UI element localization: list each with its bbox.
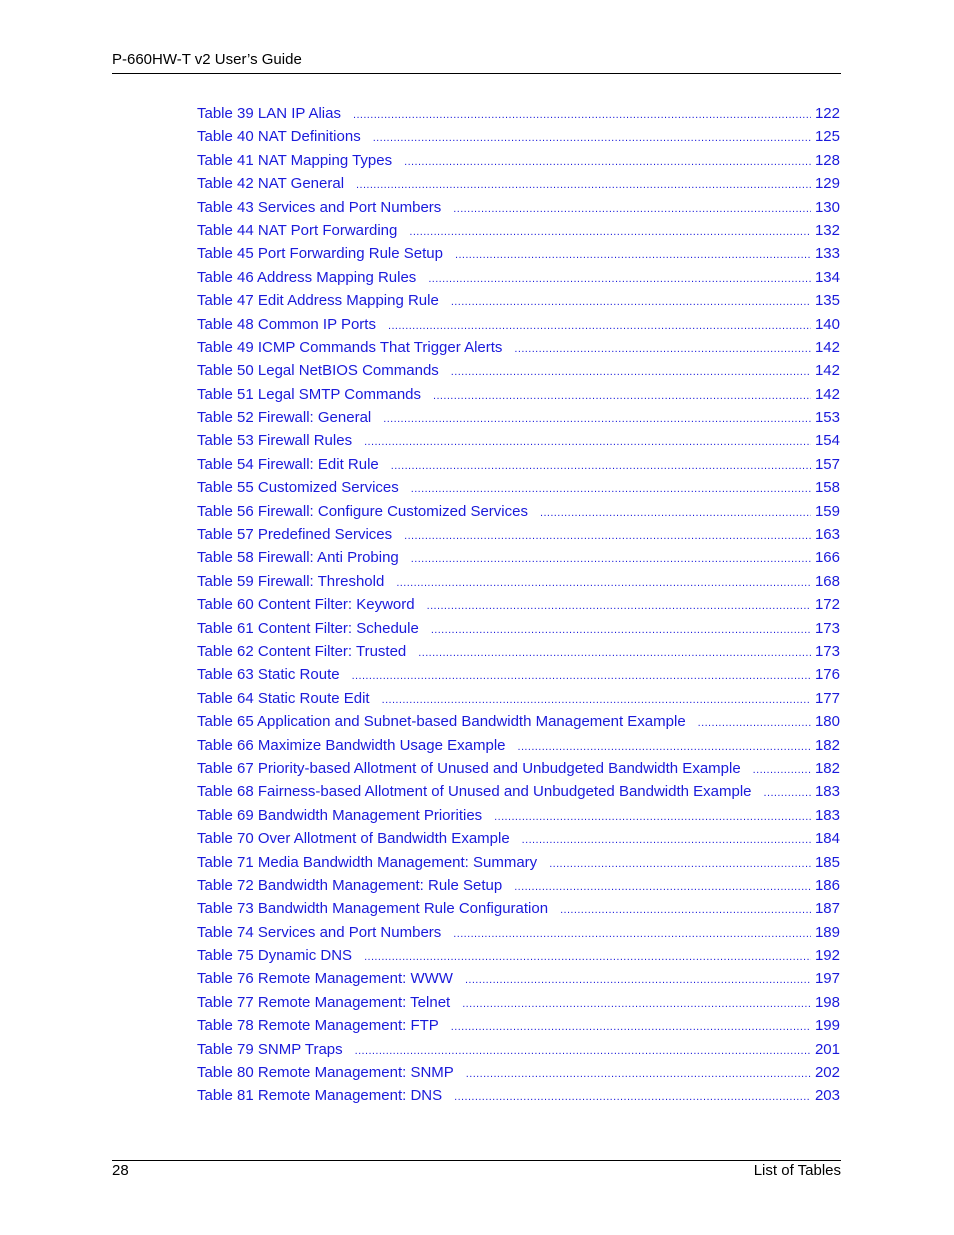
toc-entry-label: Table 50 Legal NetBIOS Commands [197, 362, 439, 380]
toc-entry-link[interactable] [197, 760, 840, 783]
toc-entry-page: 163 [814, 526, 840, 544]
toc-entry-link[interactable] [197, 596, 840, 619]
dot-leader [753, 764, 811, 776]
dot-leader [382, 694, 811, 706]
toc-entry-page: 172 [814, 596, 840, 614]
toc-entry-label: Table 46 Address Mapping Rules [197, 268, 417, 286]
toc-entry-link[interactable] [197, 503, 840, 526]
toc-entry-link[interactable] [197, 643, 840, 666]
dot-leader [428, 273, 811, 285]
list-of-tables [197, 105, 840, 1111]
toc-entry-page: 168 [814, 572, 840, 590]
toc-entry-label: Table 75 Dynamic DNS [197, 947, 353, 965]
toc-entry-page: 166 [814, 549, 840, 567]
toc-entry-label: Table 64 Static Route Edit [197, 689, 370, 707]
toc-entry-label: Table 69 Bandwidth Management Priorities [197, 806, 483, 824]
dot-leader [411, 483, 811, 495]
toc-entry-link[interactable] [197, 386, 840, 409]
toc-entry-label: Table 41 NAT Mapping Types [197, 151, 393, 169]
toc-entry-link[interactable] [197, 737, 840, 760]
toc-entry-label: Table 81 Remote Management: DNS [197, 1087, 443, 1105]
toc-entry-page: 180 [814, 713, 840, 731]
toc-entry-page: 159 [814, 502, 840, 520]
toc-entry-page: 130 [814, 198, 840, 216]
toc-entry-link[interactable] [197, 807, 840, 830]
dot-leader [455, 249, 811, 261]
dot-leader [453, 203, 811, 215]
toc-entry-page: 142 [814, 362, 840, 380]
toc-entry-link[interactable] [197, 994, 840, 1017]
toc-entry-label: Table 45 Port Forwarding Rule Setup [197, 245, 443, 263]
dot-leader [356, 179, 811, 191]
toc-entry-link[interactable] [197, 175, 840, 198]
toc-entry-page: 186 [814, 876, 840, 894]
toc-entry-link[interactable] [197, 292, 840, 315]
dot-leader [560, 904, 811, 916]
toc-entry-label: Table 57 Predefined Services [197, 526, 393, 544]
dot-leader [433, 390, 811, 402]
dot-leader [451, 1021, 811, 1033]
toc-entry-label: Table 74 Services and Port Numbers [197, 923, 442, 941]
toc-entry-link[interactable] [197, 526, 840, 549]
toc-entry-label: Table 55 Customized Services [197, 479, 399, 497]
toc-entry-link[interactable] [197, 947, 840, 970]
dot-leader [462, 998, 811, 1010]
toc-entry-link[interactable] [197, 970, 840, 993]
toc-entry-page: 198 [814, 993, 840, 1011]
toc-entry-link[interactable] [197, 222, 840, 245]
toc-entry-link[interactable] [197, 690, 840, 713]
toc-entry-page: 122 [814, 105, 840, 122]
toc-entry-link[interactable] [197, 830, 840, 853]
toc-entry-page: 153 [814, 409, 840, 427]
toc-entry-page: 173 [814, 642, 840, 660]
dot-leader [451, 366, 811, 378]
dot-leader [540, 507, 811, 519]
toc-entry-page: 182 [814, 736, 840, 754]
toc-entry-page: 128 [814, 151, 840, 169]
dot-leader [418, 647, 811, 659]
toc-entry-label: Table 72 Bandwidth Management: Rule Setup [197, 876, 503, 894]
dot-leader [352, 670, 811, 682]
toc-entry-link[interactable] [197, 666, 840, 689]
toc-entry-label: Table 54 Firewall: Edit Rule [197, 455, 379, 473]
toc-entry-label: Table 58 Firewall: Anti Probing [197, 549, 399, 567]
toc-entry-link[interactable] [197, 128, 840, 151]
toc-entry-page: 173 [814, 619, 840, 637]
footer-divider [112, 1160, 841, 1161]
toc-entry-page: 197 [814, 970, 840, 988]
toc-entry-page: 202 [814, 1064, 840, 1082]
dot-leader [391, 460, 811, 472]
toc-entry-link[interactable] [197, 900, 840, 923]
dot-leader [698, 717, 811, 729]
page-header-title: P-660HW-T v2 User’s Guide [112, 51, 302, 68]
toc-entry-link[interactable] [197, 199, 840, 222]
toc-entry-page: 184 [814, 830, 840, 848]
toc-entry-page: 176 [814, 666, 840, 684]
toc-entry-link[interactable] [197, 549, 840, 572]
toc-entry-label: Table 48 Common IP Ports [197, 315, 376, 333]
toc-entry-page: 183 [814, 783, 840, 801]
toc-entry-page: 182 [814, 759, 840, 777]
toc-entry-link[interactable] [197, 456, 840, 479]
dot-leader [518, 741, 811, 753]
toc-entry-link[interactable] [197, 362, 840, 385]
toc-entry-page: 199 [814, 1017, 840, 1035]
toc-entry-label: Table 42 NAT General [197, 175, 345, 193]
toc-entry-page: 185 [814, 853, 840, 871]
toc-entry-label: Table 78 Remote Management: FTP [197, 1017, 439, 1035]
toc-entry-link[interactable] [197, 105, 840, 128]
toc-entry-link[interactable] [197, 316, 840, 339]
toc-entry-label: Table 62 Content Filter: Trusted [197, 642, 407, 660]
toc-entry-page: 189 [814, 923, 840, 941]
toc-entry-link[interactable] [197, 432, 840, 455]
toc-entry-label: Table 70 Over Allotment of Bandwidth Example [197, 830, 510, 848]
dot-leader [404, 156, 811, 168]
toc-entry-link[interactable] [197, 877, 840, 900]
toc-entry-link[interactable] [197, 573, 840, 596]
dot-leader [383, 413, 811, 425]
toc-entry-link[interactable] [197, 479, 840, 502]
dot-leader [355, 1045, 811, 1057]
toc-entry-label: Table 61 Content Filter: Schedule [197, 619, 419, 637]
dot-leader [364, 951, 811, 963]
toc-entry-link[interactable] [197, 783, 840, 806]
toc-entry-label: Table 66 Maximize Bandwidth Usage Example [197, 736, 506, 754]
toc-entry-link[interactable] [197, 339, 840, 362]
toc-entry-link[interactable] [197, 620, 840, 643]
toc-entry-link[interactable] [197, 409, 840, 432]
toc-entry-label: Table 63 Static Route [197, 666, 340, 684]
header-divider [112, 73, 841, 74]
dot-leader [451, 296, 811, 308]
toc-entry-link[interactable] [197, 924, 840, 947]
toc-entry-page: 133 [814, 245, 840, 263]
toc-entry-page: 125 [814, 128, 840, 146]
dot-leader [396, 577, 811, 589]
toc-entry-label: Table 44 NAT Port Forwarding [197, 221, 398, 239]
toc-entry-label: Table 39 LAN IP Alias [197, 105, 341, 122]
toc-entry-label: Table 43 Services and Port Numbers [197, 198, 442, 216]
dot-leader [522, 834, 811, 846]
toc-entry-page: 177 [814, 689, 840, 707]
dot-leader [388, 320, 811, 332]
dot-leader [364, 436, 811, 448]
dot-leader [411, 553, 811, 565]
toc-entry-label: Table 53 Firewall Rules [197, 432, 353, 450]
toc-entry-link[interactable] [197, 269, 840, 292]
dot-leader [465, 974, 811, 986]
toc-entry-label: Table 76 Remote Management: WWW [197, 970, 453, 988]
toc-entry-label: Table 73 Bandwidth Management Rule Configuration [197, 900, 549, 918]
toc-entry-page: 132 [814, 221, 840, 239]
toc-entry-label: Table 80 Remote Management: SNMP [197, 1064, 454, 1082]
dot-leader [353, 109, 811, 121]
toc-entry-label: Table 67 Priority-based Allotment of Unused and Unbudgeted Bandwidth Example [197, 759, 741, 777]
toc-entry-page: 158 [814, 479, 840, 497]
toc-entry-label: Table 59 Firewall: Threshold [197, 572, 385, 590]
dot-leader [404, 530, 811, 542]
toc-entry-link[interactable] [197, 713, 840, 736]
toc-entry-label: Table 51 Legal SMTP Commands [197, 385, 422, 403]
toc-entry-label: Table 40 NAT Definitions [197, 128, 361, 146]
toc-entry-link[interactable] [197, 1017, 840, 1040]
toc-entry-page: 192 [814, 947, 840, 965]
footer-section-title: List of Tables [753, 1162, 841, 1179]
toc-entry-link[interactable] [197, 1041, 840, 1064]
toc-entry-link[interactable] [197, 854, 840, 877]
toc-entry-page: 129 [814, 175, 840, 193]
toc-entry-page: 201 [814, 1040, 840, 1058]
dot-leader [514, 881, 811, 893]
toc-entry-label: Table 60 Content Filter: Keyword [197, 596, 415, 614]
toc-entry-page: 183 [814, 806, 840, 824]
dot-leader [466, 1068, 811, 1080]
dot-leader [453, 928, 811, 940]
dot-leader [549, 858, 811, 870]
toc-entry-page: 135 [814, 292, 840, 310]
toc-entry-label: Table 71 Media Bandwidth Management: Summary [197, 853, 538, 871]
dot-leader [494, 811, 811, 823]
toc-entry-label: Table 68 Fairness-based Allotment of Unused and Unbudgeted Bandwidth Example [197, 783, 752, 801]
toc-entry-label: Table 49 ICMP Commands That Trigger Alerts [197, 338, 503, 356]
toc-entry-page: 140 [814, 315, 840, 333]
toc-entry-page: 203 [814, 1087, 840, 1105]
dot-leader [454, 1091, 811, 1103]
toc-entry-page: 187 [814, 900, 840, 918]
dot-leader [764, 787, 811, 799]
toc-entry-link[interactable] [197, 245, 840, 268]
dot-leader [373, 132, 811, 144]
dot-leader [427, 600, 811, 612]
toc-entry-label: Table 52 Firewall: General [197, 409, 372, 427]
toc-entry-link[interactable] [197, 1064, 840, 1087]
toc-entry-label: Table 65 Application and Subnet-based Bandwidth Management Example [197, 713, 686, 731]
toc-entry-label: Table 47 Edit Address Mapping Rule [197, 292, 439, 310]
toc-entry-label: Table 77 Remote Management: Telnet [197, 993, 451, 1011]
toc-entry-page: 142 [814, 338, 840, 356]
toc-entry-label: Table 56 Firewall: Configure Customized Services [197, 502, 528, 520]
toc-entry-page: 134 [814, 268, 840, 286]
toc-entry-page: 157 [814, 455, 840, 473]
toc-entry-link[interactable] [197, 1087, 840, 1110]
footer-page-number: 28 [112, 1162, 129, 1179]
toc-entry-label: Table 79 SNMP Traps [197, 1040, 343, 1058]
toc-entry-link[interactable] [197, 152, 840, 175]
toc-entry-page: 142 [814, 385, 840, 403]
dot-leader [431, 624, 811, 636]
toc-entry-page: 154 [814, 432, 840, 450]
dot-leader [409, 226, 811, 238]
dot-leader [514, 343, 811, 355]
